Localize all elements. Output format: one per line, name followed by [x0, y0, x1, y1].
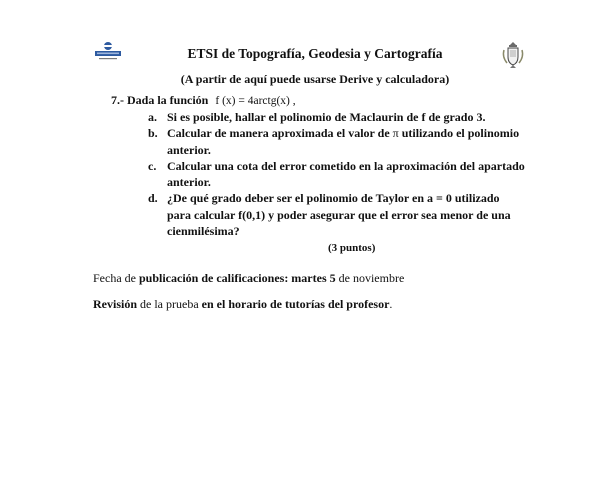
item-line-3: cienmilésima?: [167, 224, 240, 239]
item-text: Si es posible, hallar el polinomio de Maclaurin de f de grado 3.: [167, 110, 486, 124]
item-line-2: para calcular f(0,1) y poder asegurar que el error sea menor de una: [167, 207, 511, 222]
question-intro-text: Dada la función: [127, 93, 209, 107]
item-text-before: Calcular de manera aproximada el valor de: [167, 126, 390, 141]
item-text: Calcular una cota del error cometido en la aproximación del apartado anterior.: [167, 158, 525, 190]
function-expression: f (x) = 4arctg(x) ,: [215, 95, 296, 107]
review-label: Revisión: [93, 297, 138, 311]
question-number: 7.-: [111, 93, 124, 107]
pi-symbol: π: [392, 126, 399, 141]
question-intro: [111, 93, 296, 109]
review-end: .: [389, 297, 393, 311]
publication-date: publicación de calificaciones: martes 5: [138, 271, 336, 285]
page-title: ETSI de Topografía, Geodesia y Cartografía: [187, 46, 443, 61]
item-text: [167, 125, 548, 158]
item-text: [167, 190, 548, 239]
question-item-b: [148, 125, 548, 158]
points-label: (3 puntos): [328, 242, 376, 254]
page-subtitle: (A partir de aquí puede usarse Derive y calculadora): [180, 72, 450, 86]
question-item-c: [148, 158, 548, 191]
publication-prefix: Fecha de: [93, 271, 136, 285]
question-item-a: [148, 109, 548, 125]
question-item-d: [148, 190, 548, 239]
item-letter: d.: [148, 191, 158, 206]
item-text-after: utilizando el polinomio anterior.: [167, 126, 520, 157]
item-line-1: ¿De qué grado deber ser el polinomio de Taylor en a = 0 utilizado: [167, 191, 500, 206]
question-items: [148, 109, 548, 239]
publication-suffix: de noviembre: [338, 271, 405, 285]
review-middle: de la prueba: [140, 297, 199, 311]
review-note: [93, 297, 392, 312]
review-schedule: en el horario de tutorías del profesor: [201, 297, 390, 311]
item-letter: a.: [148, 110, 157, 124]
item-letter: c.: [148, 158, 157, 173]
publication-note: [93, 271, 404, 286]
item-letter: b.: [148, 126, 158, 141]
